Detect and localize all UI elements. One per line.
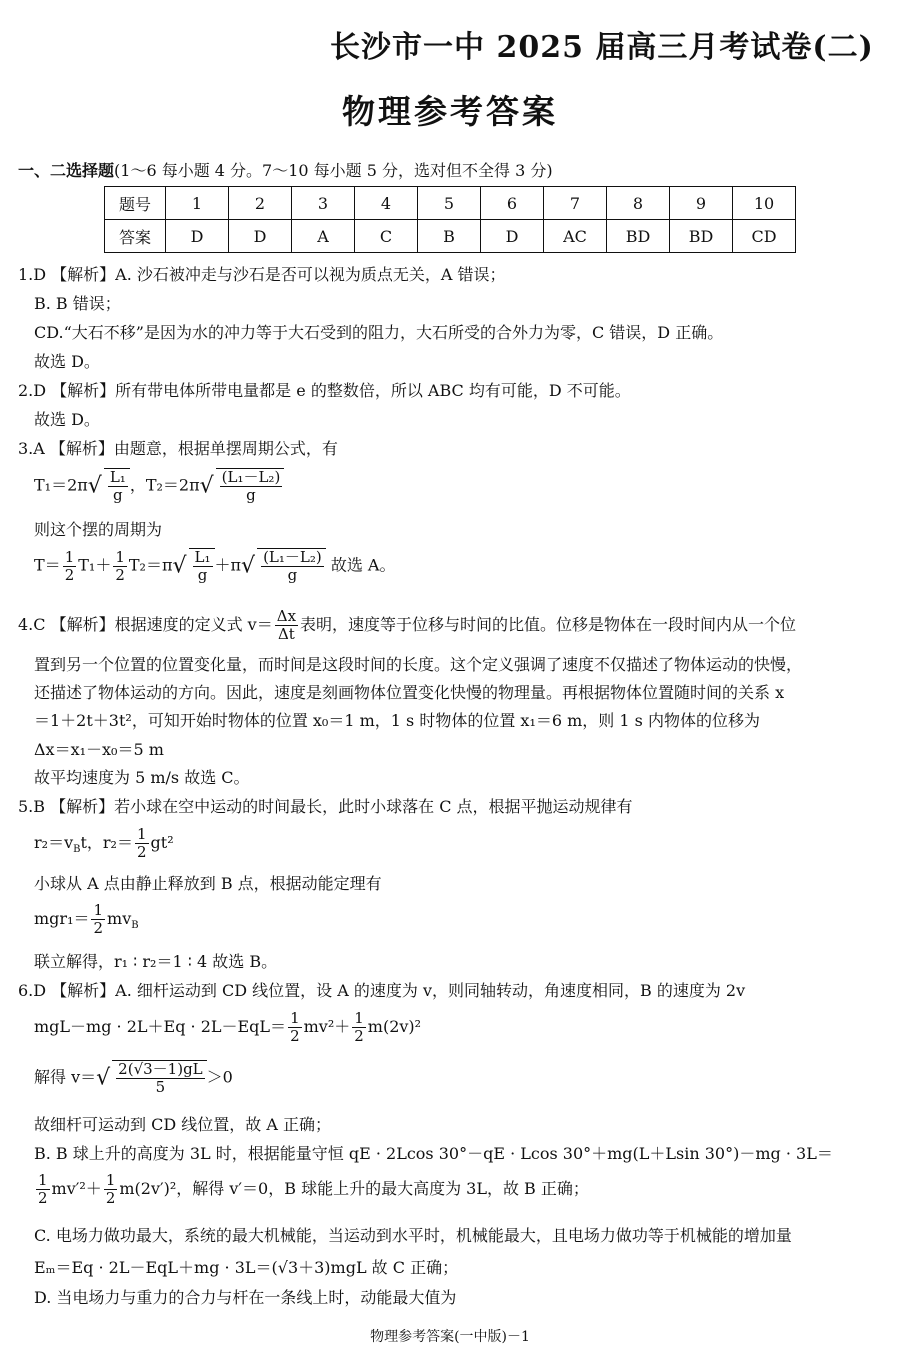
solution-line: CD.“大石不移”是因为水的冲力等于大石受到的阻力，大石所受的合外力为零，C 错误，D 正确。 [34,323,724,342]
formula-projectile: $r_2=v_Bt$，r₂＝ $\frac{1}{2}$ gt² [34,825,174,861]
table-cell: 9 [670,187,733,220]
section-label: 一、二选择题 [18,161,115,180]
table-cell: BD [670,220,733,253]
page-footer: 物理参考答案(一中版)－1 [370,1329,530,1345]
solution-line: 故选 D。 [34,352,100,371]
solution-line: Eₘ＝Eq · 2L－EqL＋mg · 3L＝(√3＋3)mgL 故 C 正确； [34,1258,459,1277]
solution-line: 1.D 【解析】A. 沙石被冲走与沙石是否可以视为质点无关，A 错误； [18,265,506,284]
solution-line: Δx＝x₁－x₀＝5 m [34,740,164,759]
table-cell: CD [733,220,796,253]
solution-line: 故细杆可运动到 CD 线位置，故 A 正确； [34,1115,331,1134]
solution-line: ＝1＋2t＋3t²，可知开始时物体的位置 x₀＝1 m，1 s 时物体的位置 x₁＝6 m，则 1 s 内物体的位移为 [34,711,760,730]
table-cell: A [292,220,355,253]
solution-line: D. 当电场力与重力的合力与杆在一条线上时，动能最大值为 [34,1288,457,1307]
solution-line: 6.D 【解析】A. 细杆运动到 CD 线位置，设 A 的速度为 v，则同轴转动，角速度相同，B 的速度为 2v [18,981,746,1000]
formula-energy: mgr₁＝ $\frac{1}{2}$ $mv_B$ [34,901,139,937]
table-row [105,187,796,220]
table-cell: D [229,220,292,253]
solution-line: 故平均速度为 5 m/s 故选 C。 [34,768,250,787]
solution-line: 2.D 【解析】所有带电体所带电量都是 e 的整数倍，所以 ABC 均有可能，D 不可能。 [18,381,631,400]
formula-velocity: 解得 v＝√ $\frac{2(√3-1)gL}{5}$ ＞0 [34,1060,233,1096]
table-row [105,220,796,253]
table-cell: 2 [229,187,292,220]
table-cell: 5 [418,187,481,220]
table-cell: 6 [481,187,544,220]
solution-line: 3.A 【解析】由题意，根据单摆周期公式，有 [18,439,338,458]
table-cell: BD [607,220,670,253]
exam-title: 长沙市一中 2025 届高三月考试卷(二) [330,30,874,65]
section-note: (1～6 每小题 4 分。7～10 每小题 5 分，选对但不全得 3 分) [114,161,553,180]
table-cell: AC [544,220,607,253]
page-title: 物理参考答案 [342,92,558,131]
formula-total-period: T＝ $\frac{1}{2}$ T₁＋ $\frac{1}{2}$ T₂＝π√ $\frac{\text{L₁}}{g}$ ＋π√ $\frac{\text{(L₁－L₂)}}{g}$ 故选 A。 [34,547,396,584]
solution-line: 置到另一个位置的位置变化量，而时间是这段时间的长度。这个定义强调了速度不仅描述了物体运动的快慢， [34,655,803,674]
table-row-head: 答案 [105,220,166,253]
table-row-head: 题号 [105,187,166,220]
table-cell: 1 [166,187,229,220]
solution-line: 4.C 【解析】根据速度的定义式 v＝ $\frac{\Delta x}{\Delta t}$ 表明，速度等于位移与时间的比值。位移是物体在一段时间内从一个位 [18,607,797,643]
solution-line: 还描述了物体运动的方向。因此，速度是刻画物体位置变化快慢的物理量。再根据物体位置随时间的关系 x [34,683,785,702]
table-cell: D [166,220,229,253]
answer-table [104,186,796,253]
solution-line: 故选 D。 [34,410,100,429]
formula-energy-conservation: mgL－mg · 2L＋Eq · 2L－EqL＝ $\frac{1}{2}$ mv²＋ $\frac{1}{2}$ m(2v)² [34,1009,422,1045]
section-heading [18,158,553,181]
solution-line: 联立解得，r₁ ∶ r₂＝1 ∶ 4 故选 B。 [34,952,278,971]
solution-line: C. 电场力做功最大，系统的最大机械能，当运动到水平时，机械能最大，且电场力做功等于机械能的增加量 [34,1226,792,1245]
table-cell: B [418,220,481,253]
table-cell: 4 [355,187,418,220]
table-cell: 10 [733,187,796,220]
solution-line: B. B 错误； [34,294,121,313]
table-cell: D [481,220,544,253]
table-cell: 8 [607,187,670,220]
solution-line: B. B 球上升的高度为 3L 时，根据能量守恒 qE · 2Lcos 30°－qE · Lcos 30°＋mg(L＋Lsin 30°)－mg · 3L＝ [34,1144,833,1163]
table-cell: 7 [544,187,607,220]
formula-period: T₁＝2π√ $\frac{\text{L₁}}{g}$ ，T₂＝2π√ $\frac{\text{(L₁－L₂)}}{g}$ [34,468,284,504]
solution-line: 5.B 【解析】若小球在空中运动的时间最长，此时小球落在 C 点，根据平抛运动规律有 [18,797,633,816]
formula-line: $\frac{1}{2}$ mv′²＋ $\frac{1}{2}$ m(2v′)²，解得 v′＝0，B 球能上升的最大高度为 3L，故 B 正确； [38,1171,589,1207]
table-cell: C [355,220,418,253]
solution-line: 小球从 A 点由静止释放到 B 点，根据动能定理有 [34,874,382,893]
solution-line: 则这个摆的周期为 [34,520,163,539]
table-cell: 3 [292,187,355,220]
